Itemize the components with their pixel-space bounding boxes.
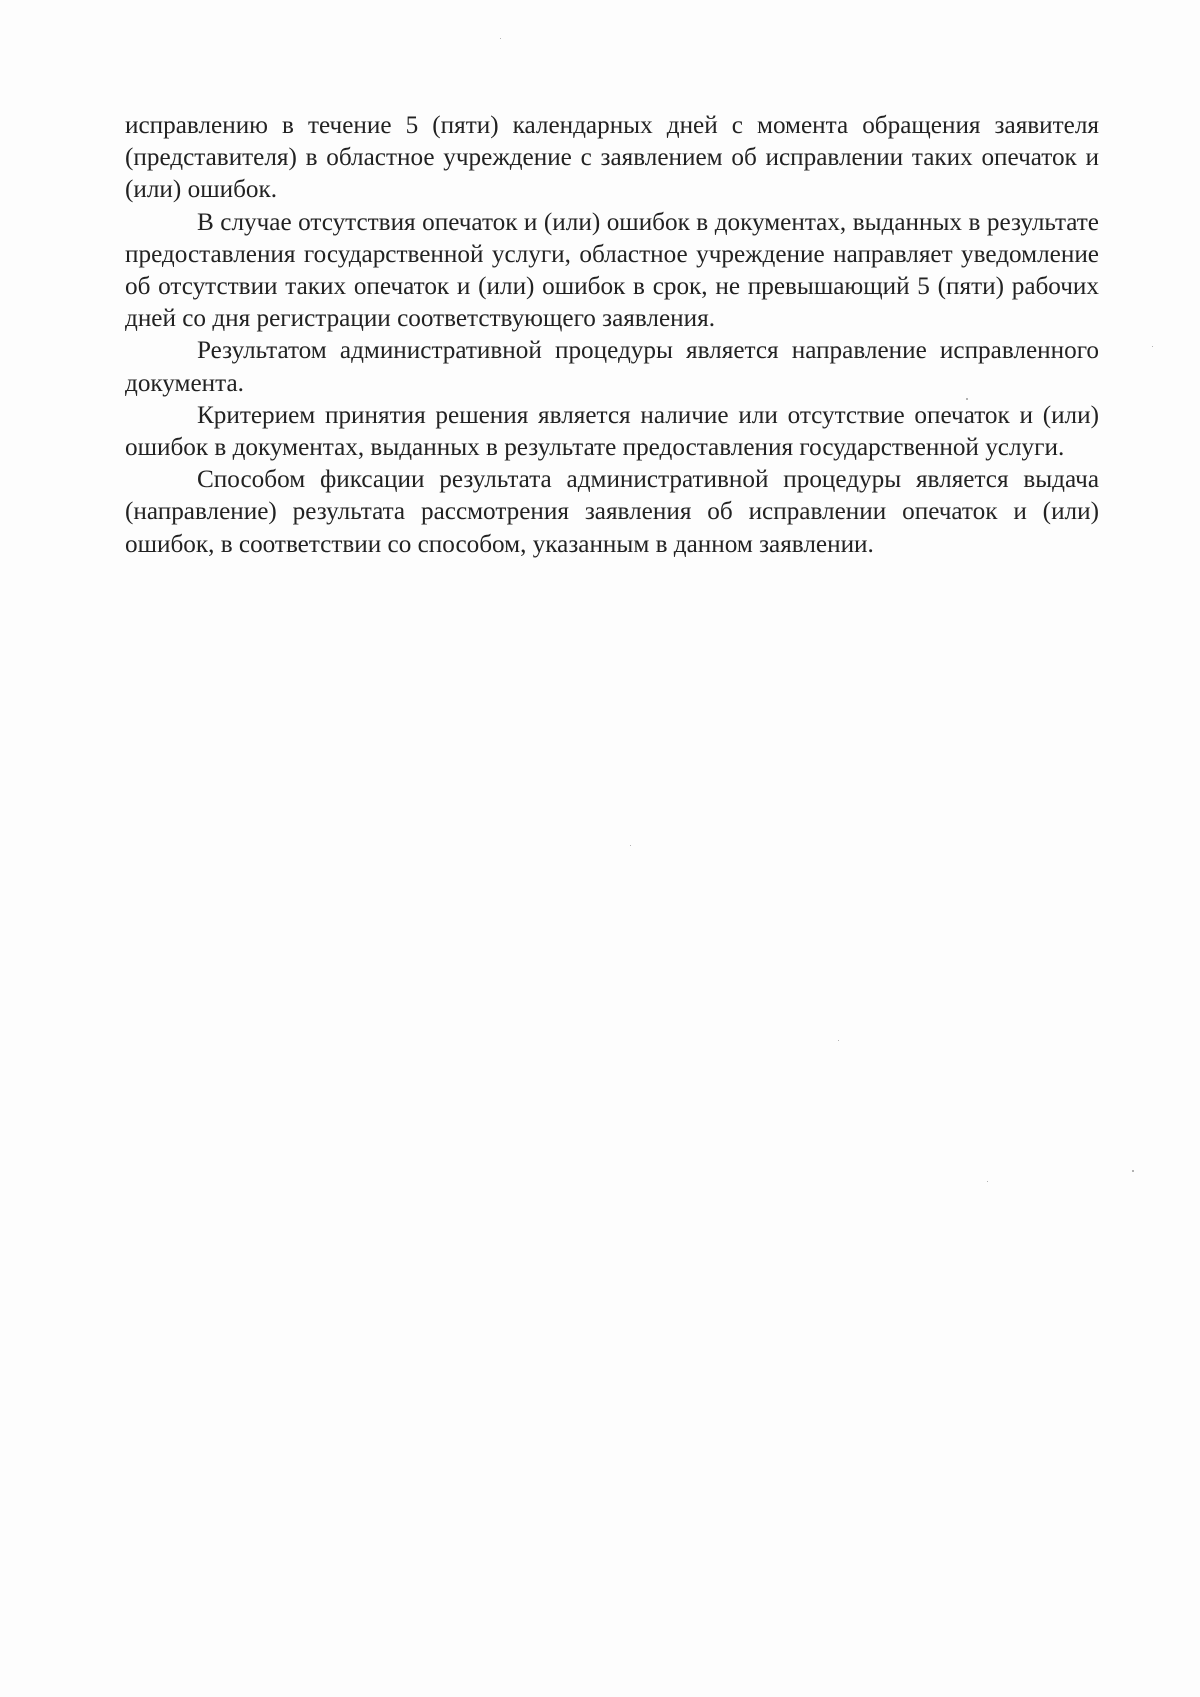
scan-speck bbox=[987, 1181, 988, 1182]
scan-speck bbox=[630, 845, 631, 846]
paragraph-decision-criterion: Критерием принятия решения является наличие или отсутствие опечаток и (или) ошибок в документах, выданных в результате предоставления государственной услуги. bbox=[125, 401, 1099, 462]
paragraph-result-fixation: Способом фиксации результата административной процедуры является выдача (направление) результата рассмотрения заявления об исправлении опечаток и (или) ошибок, в соответствии со способом, указанным в данном заявлении. bbox=[125, 466, 1099, 558]
scan-speck bbox=[1132, 1170, 1134, 1172]
paragraph-no-errors-notice: В случае отсутствия опечаток и (или) ошибок в документах, выданных в результате предоставления государственной услуги, областное учреждение направляет уведомление об отсутствии таких опечаток и (или) ошибок в срок, не превышающий 5 (пяти) рабочих дней со дня регистрации соответствующего заявления. bbox=[125, 208, 1099, 333]
paragraph-procedure-result: Результатом административной процедуры является направление исправленного документа. bbox=[125, 337, 1099, 397]
document-body bbox=[125, 110, 1099, 561]
scan-speck bbox=[1152, 346, 1153, 347]
scan-speck bbox=[838, 1040, 839, 1041]
paragraph-continuation: исправлению в течение 5 (пяти) календарных дней с момента обращения заявителя (представителя) в областное учреждение с заявлением об исправлении таких опечаток и (или) ошибок. bbox=[125, 112, 1099, 204]
scan-speck bbox=[966, 398, 968, 400]
scan-speck bbox=[500, 38, 501, 39]
